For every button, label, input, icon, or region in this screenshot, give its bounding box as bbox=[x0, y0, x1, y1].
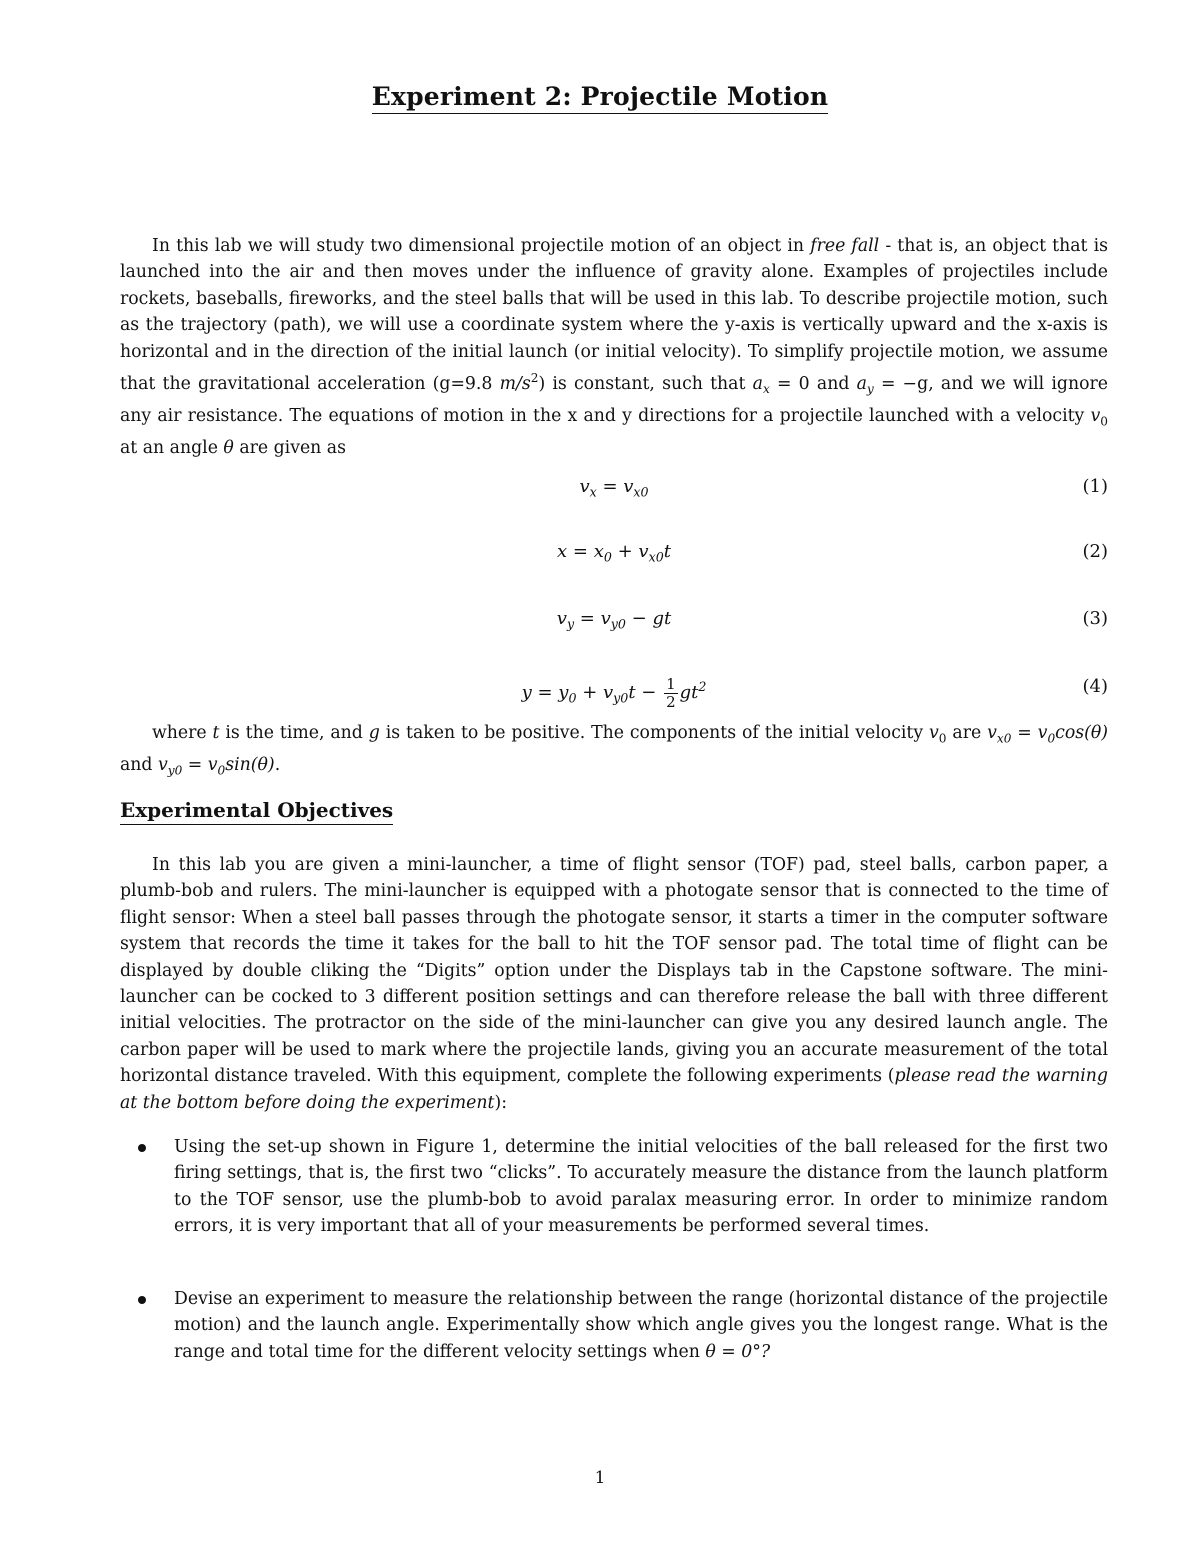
list-item: Using the set-up shown in Figure 1, determine the initial velocities of the ball released for the first two firing settings, that is, the first two “clicks”. To accurately measure the distance from the launch platform to the TOF sensor, use the plumb-bob to avoid paralax measuring error. In order to minimize random errors, it is very important that all of your measurements be performed several times. bbox=[120, 1134, 1108, 1240]
equation-2: $x = x_0 + v_{x0}t$ (2) bbox=[557, 541, 1108, 565]
equation-1: $v_x = v_{x0}$ (1) bbox=[579, 476, 1108, 500]
page-title: Experiment 2: Projectile Motion bbox=[0, 82, 1200, 111]
objectives-paragraph: In this lab you are given a mini-launcher, a time of flight sensor (TOF) pad, steel balls, carbon paper, a plumb-bob and rulers. The mini-launcher is equipped with a photogate sensor that is connected to the time of flight sensor: When a steel ball passes through the photogate sensor, it starts a timer in the computer software system that records the time it takes for the ball to hit the TOF sensor pad. The total time of flight can be displayed by double cliking the “Digits” option under the Displays tab in the Capstone software. The mini-launcher can be cocked to 3 different position settings and can therefore release the ball with three different initial velocities. The protractor on the side of the mini-launcher can give you any desired launch angle. The carbon paper will be used to mark where the projectile lands, giving you an accurate measurement of the total horizontal distance traveled. With this equipment, complete the following experiments (please read the warning at the bottom before doing the experiment): bbox=[120, 855, 1108, 1113]
equation-3: $v_y = v_{y0}$ − gt (3) bbox=[556, 608, 1108, 632]
list-item: Devise an experiment to measure the relationship between the range (horizontal distance of the projectile motion) and the launch angle. Experimentally show which angle gives you the longest range. What is the range and total time for the different velocity settings when θ = 0°? bbox=[120, 1286, 1108, 1365]
intro-paragraph: In this lab we will study two dimensional projectile motion of an object in free fall - that is, an object that is launched into the air and then moves under the influence of gravity alone. Examples of projectiles include rockets, baseballs, fireworks, and the steel balls that will be used in this lab. To describe projectile motion, such as the trajectory (path), we will use a coordinate system where the y-axis is vertically upward and the x-axis is horizontal and in the direction of the initial launch (or initial velocity). To simplify projectile motion, we assume that the gravitational acceleration (g=9.8 $m/s^2$) is constant, such that $a_x = 0$ and $a_y = -g$, and we will ignore any air resistance. The equations of motion in the x and y directions for a projectile launched with a velocity $v_0$ at an angle θ are given as bbox=[120, 236, 1109, 458]
section-heading: Experimental Objectives bbox=[120, 798, 393, 822]
page-number: 1 bbox=[594, 1468, 606, 1488]
bullet-icon bbox=[138, 1296, 146, 1304]
equation-4: $y = y_0 + v_{y0}t$ − $\frac{1}{2}$ $gt^2$ (4) bbox=[521, 674, 1108, 711]
bullet-icon bbox=[138, 1144, 146, 1152]
equation-explanation: where t is the time, and g is taken to be positive. The components of the initial velocity $v_0$ are $v_{x0} = v_0\cos(\theta)$ and $v_{y0} = v_0\sin(\theta)$. bbox=[120, 723, 1108, 778]
